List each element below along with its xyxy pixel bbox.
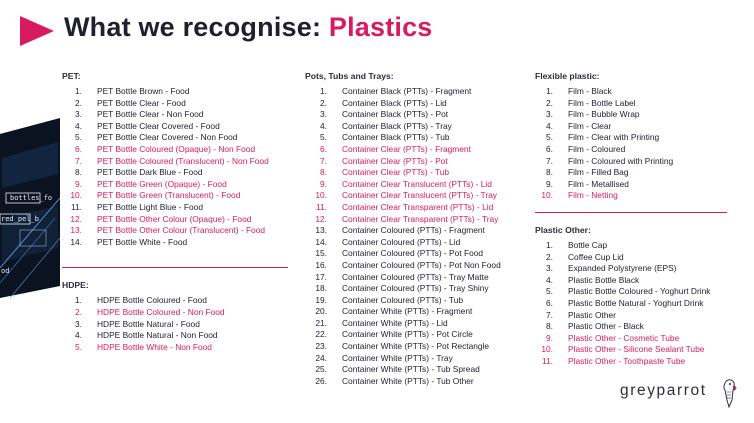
list-item-label: Plastic Other - Silicone Sealant Tube [568, 344, 705, 355]
list-item [62, 342, 290, 354]
list-item-number: 5. [546, 286, 553, 297]
list-item-label: PET Bottle White - Food [97, 236, 188, 247]
greyparrot-logo [620, 380, 740, 408]
list-item-number: 11. [315, 201, 327, 212]
list-item-label: Film - Coloured [568, 143, 626, 154]
list-item [62, 144, 290, 156]
list-item-label: PET Bottle Clear - Non Food [97, 109, 204, 120]
ptt-list [305, 86, 520, 387]
list-item-label: Expanded Polystyrene (EPS) [568, 263, 677, 274]
flexible-heading: Flexible plastic: [535, 71, 600, 81]
list-item-number: 14. [315, 236, 327, 247]
list-item-label: Plastic Other - Black [568, 321, 644, 332]
list-item-number: 8. [75, 167, 82, 178]
list-item [535, 144, 740, 156]
other-heading: Plastic Other: [535, 224, 591, 235]
list-item-label: Container Clear Transparent (PTTs) - Lid [342, 201, 494, 212]
list-item [535, 98, 740, 110]
list-item [305, 376, 520, 388]
list-item-number: 5. [320, 132, 327, 143]
list-item [535, 132, 740, 144]
list-item-number: 17. [315, 271, 327, 282]
column-flexible-other [535, 70, 740, 367]
flexible-divider [535, 212, 727, 213]
list-item-label: PET Bottle Clear - Food [97, 97, 186, 108]
list-item-number: 3. [546, 263, 553, 274]
list-item [62, 202, 290, 214]
list-item-number: 3. [320, 109, 327, 120]
list-item-number: 1. [546, 239, 553, 250]
list-item-number: 9. [320, 178, 327, 189]
list-item-label: Container Clear (PTTs) - Pot [342, 155, 448, 166]
list-item [305, 248, 520, 260]
hdpe-heading: HDPE: [62, 280, 89, 291]
list-item-label: Container White (PTTs) - Pot Circle [342, 329, 473, 340]
list-item-label: PET Bottle Other Colour (Translucent) - Food [97, 225, 266, 236]
list-item [305, 353, 520, 365]
list-item-label: PET Bottle Light Blue - Food [97, 201, 203, 212]
list-item-number: 8. [320, 167, 327, 178]
list-item-label: Container White (PTTs) - Tray [342, 352, 453, 363]
list-item-label: Film - Black [568, 86, 612, 96]
list-item-label: Container Black (PTTs) - Tub [342, 132, 450, 143]
list-item-number: 9. [546, 178, 553, 189]
list-item [535, 321, 740, 333]
list-item-number: 19. [315, 294, 327, 305]
parrot-icon [720, 378, 738, 408]
list-item-label: Plastic Bottle Natural - Yoghurt Drink [568, 297, 704, 308]
list-item-label: Container Clear Translucent (PTTs) - Tray [342, 190, 497, 201]
list-item-number: 2. [546, 251, 553, 262]
list-item-label: Container Clear (PTTs) - Fragment [342, 143, 471, 154]
list-item-label: PET Bottle Clear Covered - Food [97, 120, 220, 131]
list-item-label: Film - Metallised [568, 178, 629, 189]
list-item-label: Container Black (PTTs) - Fragment [342, 86, 472, 96]
list-item [305, 260, 520, 272]
list-item [305, 156, 520, 168]
list-item-number: 2. [75, 97, 82, 108]
list-item [535, 240, 740, 252]
list-item-label: Film - Filled Bag [568, 167, 629, 178]
list-item [535, 86, 740, 98]
list-item-number: 3. [546, 109, 553, 120]
list-item-number: 22. [315, 329, 327, 340]
list-item-number: 2. [546, 97, 553, 108]
list-item-label: PET Bottle Dark Blue - Food [97, 167, 203, 178]
list-item-number: 1. [75, 295, 82, 306]
list-item-number: 10. [541, 190, 553, 201]
list-item-label: HDPE Bottle Coloured - Food [97, 295, 207, 306]
list-item [535, 333, 740, 345]
column-pet-hdpe [62, 70, 290, 353]
list-item-number: 15. [315, 248, 327, 259]
list-item-label: Film - Bubble Wrap [568, 109, 640, 120]
column-ptt [305, 70, 520, 387]
list-item-number: 18. [315, 283, 327, 294]
list-item-number: 4. [546, 274, 553, 285]
list-item-number: 8. [546, 167, 553, 178]
list-item [305, 86, 520, 98]
list-item-label: HDPE Bottle Natural - Non Food [97, 330, 218, 341]
list-item [535, 344, 740, 356]
list-item-number: 8. [546, 321, 553, 332]
list-item [535, 275, 740, 287]
list-item-label: Container Coloured (PTTs) - Pot Food [342, 248, 484, 259]
list-item-number: 21. [315, 317, 327, 328]
brand-name: greyparrot [620, 382, 707, 399]
list-item [62, 330, 290, 342]
list-item [62, 132, 290, 144]
list-item-number: 3. [75, 318, 82, 329]
list-item-number: 3. [75, 109, 82, 120]
list-item-number: 2. [320, 97, 327, 108]
list-item-label: Container Black (PTTs) - Tray [342, 120, 452, 131]
list-item-number: 4. [75, 120, 82, 131]
list-item [305, 190, 520, 202]
list-item [535, 252, 740, 264]
list-item [62, 225, 290, 237]
list-item-label: Container Clear Translucent (PTTs) - Lid [342, 178, 492, 189]
list-item-label: PET Bottle Coloured (Opaque) - Non Food [97, 143, 256, 154]
pet-heading: PET: [62, 71, 81, 81]
list-item-label: Plastic Bottle Black [568, 274, 640, 285]
list-item [305, 167, 520, 179]
list-item-number: 4. [320, 120, 327, 131]
list-item [535, 356, 740, 368]
list-item [535, 179, 740, 191]
list-item-label: Container Coloured (PTTs) - Lid [342, 236, 461, 247]
list-item [305, 237, 520, 249]
list-item [62, 98, 290, 110]
list-item-number: 10. [70, 190, 82, 201]
list-item [62, 156, 290, 168]
list-item-number: 6. [320, 143, 327, 154]
list-item [305, 202, 520, 214]
list-item-label: Bottle Cap [568, 239, 608, 250]
list-item-number: 2. [75, 306, 82, 317]
list-item-label: Film - Clear with Printing [568, 132, 660, 143]
list-item-label: PET Bottle Brown - Food [97, 86, 190, 96]
list-item [535, 263, 740, 275]
list-item-number: 10. [541, 344, 553, 355]
list-item-number: 14. [70, 236, 82, 247]
list-item [305, 144, 520, 156]
list-item [305, 225, 520, 237]
list-item [305, 214, 520, 226]
list-item-number: 9. [75, 178, 82, 189]
list-item-label: Container White (PTTs) - Lid [342, 317, 448, 328]
list-item-number: 25. [315, 364, 327, 375]
list-item [305, 283, 520, 295]
list-item [535, 121, 740, 133]
list-item-label: PET Bottle Clear Covered - Non Food [97, 132, 238, 143]
list-item-number: 4. [75, 330, 82, 341]
list-item-label: Container Coloured (PTTs) - Tub [342, 294, 464, 305]
list-item-number: 20. [315, 306, 327, 317]
title-highlight: Plastics [328, 12, 433, 42]
list-item-label: Container Black (PTTs) - Lid [342, 97, 447, 108]
page-title [64, 12, 433, 43]
list-item [62, 237, 290, 249]
list-item-label: HDPE Bottle Coloured - Non Food [97, 306, 225, 317]
list-item-number: 7. [546, 155, 553, 166]
pet-list [62, 86, 290, 248]
list-item-label: PET Bottle Green (Translucent) - Food [97, 190, 241, 201]
list-item-label: Container Coloured (PTTs) - Tray Matte [342, 271, 489, 282]
list-item-number: 4. [546, 120, 553, 131]
title-prefix: What we recognise: [64, 12, 329, 42]
list-item [62, 86, 290, 98]
list-item-label: Container White (PTTs) - Tub Other [342, 375, 474, 386]
list-item-label: HDPE Bottle Natural - Food [97, 318, 200, 329]
list-item [535, 310, 740, 322]
list-item-label: PET Bottle Other Colour (Opaque) - Food [97, 213, 252, 224]
list-item-label: Container Clear Transparent (PTTs) - Tray [342, 213, 499, 224]
list-item-label: Film - Bottle Label [568, 97, 636, 108]
other-list [535, 240, 740, 368]
list-item-label: Plastic Other [568, 309, 616, 320]
list-item [62, 295, 290, 307]
list-item [305, 364, 520, 376]
list-item-label: Container Coloured (PTTs) - Fragment [342, 225, 485, 236]
list-item-label: Film - Netting [568, 190, 618, 201]
list-item-number: 6. [546, 297, 553, 308]
list-item-number: 5. [75, 341, 82, 352]
photo-caption-1: bottles_fo [10, 194, 53, 202]
list-item-number: 23. [315, 341, 327, 352]
list-item-label: Coffee Cup Lid [568, 251, 624, 262]
list-item-label: HDPE Bottle White - Non Food [97, 341, 212, 352]
list-item-number: 26. [315, 375, 327, 386]
list-item [305, 329, 520, 341]
list-item-number: 6. [75, 143, 82, 154]
list-item [62, 214, 290, 226]
flexible-list [535, 86, 740, 202]
list-item [62, 179, 290, 191]
list-item-number: 1. [546, 86, 553, 96]
list-item-number: 13. [315, 225, 327, 236]
list-item-number: 5. [75, 132, 82, 143]
list-item [62, 190, 290, 202]
list-item [62, 109, 290, 121]
list-item [62, 167, 290, 179]
photo-caption-3: od [1, 267, 10, 275]
list-item-number: 9. [546, 332, 553, 343]
list-item [305, 121, 520, 133]
list-item-label: Container Clear (PTTs) - Tub [342, 167, 450, 178]
list-item-number: 7. [320, 155, 327, 166]
list-item-label: Container Black (PTTs) - Pot [342, 109, 449, 120]
list-item [305, 318, 520, 330]
list-item [305, 132, 520, 144]
list-item [305, 98, 520, 110]
list-item-number: 13. [70, 225, 82, 236]
list-item-number: 1. [320, 86, 327, 96]
list-item-label: Plastic Other - Toothpaste Tube [568, 355, 686, 366]
list-item-number: 7. [75, 155, 82, 166]
list-item [305, 109, 520, 121]
list-item-label: Film - Clear [568, 120, 612, 131]
list-item-number: 11. [70, 201, 82, 212]
list-item-number: 12. [70, 213, 82, 224]
list-item [535, 156, 740, 168]
list-item [305, 179, 520, 191]
list-item-label: Container White (PTTs) - Tub Spread [342, 364, 480, 375]
list-item-number: 16. [315, 259, 327, 270]
list-item-number: 12. [315, 213, 327, 224]
list-item-label: Film - Coloured with Printing [568, 155, 674, 166]
list-item [535, 109, 740, 121]
list-item [535, 167, 740, 179]
pet-divider [62, 267, 288, 268]
list-item-label: Container Coloured (PTTs) - Tray Shiny [342, 283, 489, 294]
photo-caption-2: red_pel_b [1, 215, 39, 223]
brand-triangle-icon [20, 16, 54, 46]
list-item-number: 10. [315, 190, 327, 201]
list-item-number: 6. [546, 143, 553, 154]
list-item [535, 190, 740, 202]
list-item-number: 1. [75, 86, 82, 96]
list-item [535, 298, 740, 310]
list-item [305, 272, 520, 284]
list-item-label: Container Coloured (PTTs) - Pot Non Food [342, 259, 501, 270]
list-item-label: Container White (PTTs) - Fragment [342, 306, 473, 317]
ptt-heading: Pots, Tubs and Trays: [305, 71, 394, 81]
list-item [305, 306, 520, 318]
list-item [62, 307, 290, 319]
list-item-number: 7. [546, 309, 553, 320]
list-item-label: Container White (PTTs) - Pot Rectangle [342, 341, 490, 352]
list-item [62, 121, 290, 133]
list-item [305, 341, 520, 353]
list-item-label: Plastic Other - Cosmetic Tube [568, 332, 680, 343]
list-item [62, 319, 290, 331]
list-item-label: PET Bottle Coloured (Translucent) - Non Food [97, 155, 269, 166]
list-item-label: Plastic Bottle Coloured - Yoghurt Drink [568, 286, 711, 297]
list-item-number: 11. [541, 355, 553, 366]
list-item-number: 24. [315, 352, 327, 363]
sorting-line-photo [0, 118, 60, 298]
list-item-number: 5. [546, 132, 553, 143]
list-item [305, 295, 520, 307]
list-item-label: PET Bottle Green (Opaque) - Food [97, 178, 227, 189]
list-item [535, 286, 740, 298]
hdpe-list [62, 295, 290, 353]
